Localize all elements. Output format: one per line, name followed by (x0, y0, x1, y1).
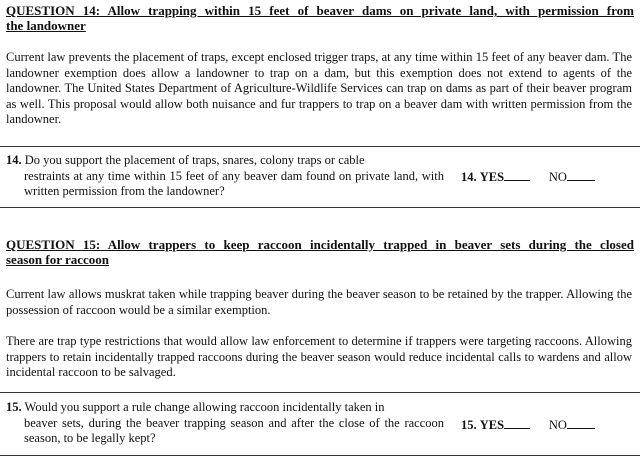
answer-14-yes-blank[interactable] (504, 169, 530, 181)
question-15-text (6, 400, 444, 447)
question-14-text (6, 153, 444, 200)
question-15-number: 15. (6, 400, 22, 414)
question-14-heading-line2: the landowner (6, 18, 86, 33)
question-15-text-first: Would you support a rule change allowing raccoon incidentally taken in (24, 400, 385, 414)
question-14-heading-line1: QUESTION 14: Allow trapping within 15 feet of beaver dams on private land, with permission from (6, 3, 634, 18)
answer-14-no-blank[interactable] (567, 169, 595, 181)
question-15-description-1: Current law allows muskrat taken while trapping beaver during the beaver season to be retained by the trapper. Allowing the possession of raccoon would be a similar exemption. (6, 287, 632, 317)
question-15-heading (6, 237, 634, 267)
divider (0, 146, 640, 147)
question-15-description-2: There are trap type restrictions that would allow law enforcement to determine if trappers were targeting raccoons. Allowing trappers to retain incidentally trapped raccoons during the beaver season would reduce incidental calls to wardens and allow incidental raccoon to be salvaged. (6, 334, 632, 379)
answer-14-no-label: NO (548, 170, 567, 184)
answer-15-yes-label: YES (479, 418, 505, 432)
answer-14-number: 14. (461, 170, 477, 184)
answer-15-no-label: NO (548, 418, 567, 432)
question-14-heading (6, 3, 634, 33)
question-14-description: Current law prevents the placement of traps, except enclosed trigger traps, at any time within 15 feet of any beaver dam. The landowner exemption does allow a landowner to trap on a dam, but this exemption does not extend to agents of the landowner. The United States Department of Agriculture-Wildlife Services can trap on dams as part of their beaver program as well. This proposal would allow both nuisance and fur trappers to trap on a beaver dam with written permission from the landowner. (6, 50, 632, 126)
question-15-heading-line2: season for raccoon (6, 252, 110, 267)
question-14-text-rest: restraints at any time within 15 feet of any beaver dam found on private land, with written permission from the landowner? (24, 168, 444, 198)
answer-14-yes-label: YES (479, 170, 505, 184)
answer-15-no-blank[interactable] (567, 417, 595, 429)
divider (0, 392, 640, 393)
answer-15-number: 15. (461, 418, 477, 432)
question-14-text-first: Do you support the placement of traps, snares, colony traps or cable (24, 153, 365, 167)
divider (0, 207, 640, 208)
question-15-text-rest: beaver sets, during the beaver trapping season and after the close of the raccoon season, to be legally kept? (24, 415, 444, 445)
question-15-heading-line1: QUESTION 15: Allow trappers to keep raccoon incidentally trapped in beaver sets during the closed (6, 237, 634, 252)
question-14-number: 14. (6, 153, 22, 167)
divider (0, 455, 640, 456)
question-15-answer (461, 417, 595, 433)
answer-15-yes-blank[interactable] (504, 417, 530, 429)
question-14-answer (461, 169, 595, 185)
